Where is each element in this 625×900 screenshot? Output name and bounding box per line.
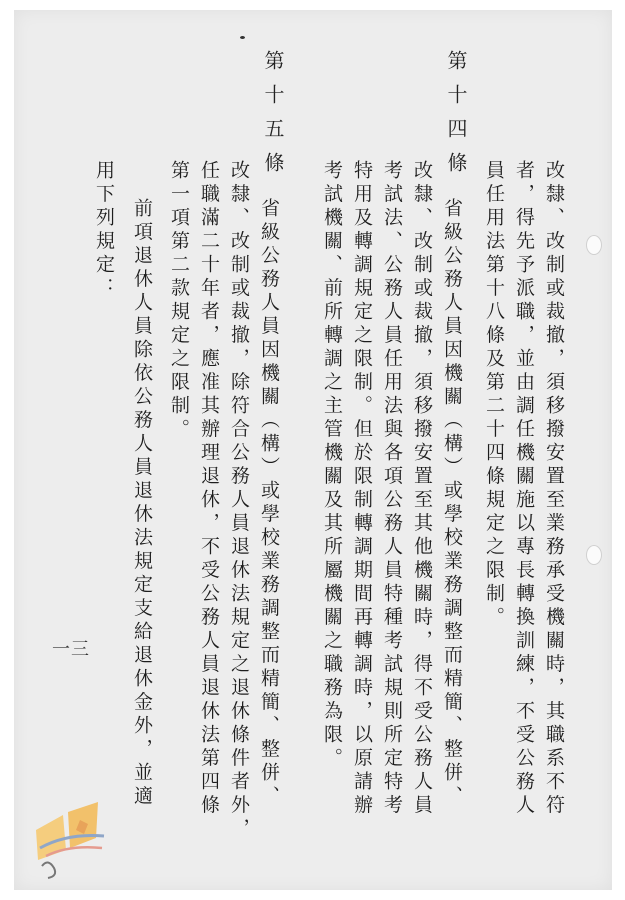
text-column: 特用及轉調規定之限制。但於限制轉調期間再轉調時，以原請辦: [351, 160, 373, 818]
text-column: 考試機關、前所轉調之主管機關及其所屬機關之職務為限。: [321, 160, 343, 771]
text-column: 省級公務人員因機關（構）或學校業務調整而精簡、整併、: [258, 198, 280, 809]
article-heading-14: 第十四條: [444, 50, 468, 186]
text-column: 前項退休人員除依公務人員退休法規定支給退休金外，並適: [131, 198, 153, 809]
text-column: 改隸、改制或裁撤，須移撥安置至其他機關時，得不受公務人員: [411, 160, 433, 818]
text-column: 者，得先予派職，並由調任機關施以專長轉換訓練，不受公務人: [513, 160, 535, 818]
text-column: 第一項第二款規定之限制。: [168, 160, 190, 442]
text-column: 任職滿二十年者，應准其辦理退休，不受公務人員退休法第四條: [198, 160, 220, 818]
text-column: 用下列規定：: [93, 160, 115, 301]
article-heading-15: 第十五條: [261, 50, 285, 186]
document-page: [14, 10, 612, 890]
ink-speck: [240, 36, 245, 39]
text-column: 改隸、改制或裁撤，除符合公務人員退休法規定之退休條件者外，: [228, 160, 250, 842]
text-column: 考試法、公務人員任用法與各項公務人員特種考試規則所定特考: [381, 160, 403, 818]
library-logo-icon: [18, 790, 118, 885]
text-column: 改隸、改制或裁撤，須移撥安置至業務承受機關時，其職系不符: [543, 160, 565, 818]
binding-hole-bottom: [586, 545, 602, 565]
text-column: 省級公務人員因機關（構）或學校業務調整而精簡、整併、: [441, 198, 463, 809]
page-number: 一三: [52, 639, 90, 660]
text-column: 員任用法第十八條及第二十四條規定之限制。: [483, 160, 505, 630]
binding-hole-top: [586, 235, 602, 255]
